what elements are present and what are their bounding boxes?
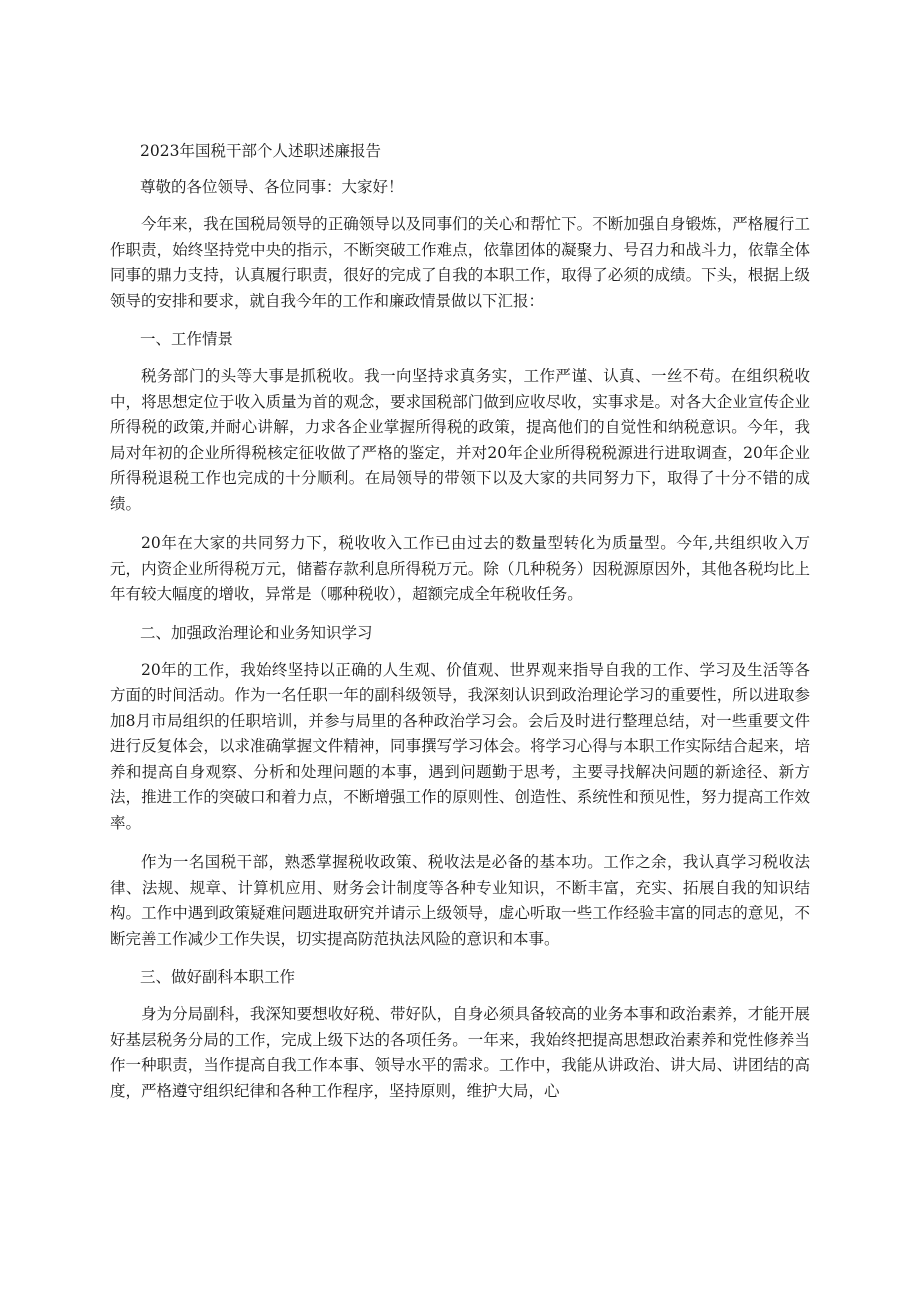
section-deputy-duties bbox=[110, 966, 810, 1104]
section-work-situation bbox=[110, 328, 810, 608]
paragraph: 税务部门的头等大事是抓税收。我一向坚持求真务实，工作严谨、认真、一丝不苟。在组织税收中，将思想定位于收入质量为首的观念，要求国税部门做到应收尽收，实事求是。对各大企业宣传企业所得税的政策,并耐心讲解，力求各企业掌握所得税的政策，提高他们的自觉性和纳税意识。今年，我局对年初的企业所得税核定征收做了严格的鉴定，并对20年企业所得税税源进行进取调查，20年企业所得税退税工作也完成的十分顺利。在局领导的带领下以及大家的共同努力下，取得了十分不错的成绩。 bbox=[110, 367, 810, 513]
document-page bbox=[110, 140, 810, 1118]
intro-paragraph: 今年来，我在国税局领导的正确领导以及同事们的关心和帮忙下。不断加强自身锻炼，严格履行工作职责，始终坚持党中央的指示，不断突破工作难点，依靠团体的凝聚力、号召力和战斗力，依靠全体同事的鼎力支持，认真履行职责，很好的完成了自我的本职工作，取得了必须的成绩。下头，根据上级领导的安排和要求，就自我今年的工作和廉政情景做以下汇报： bbox=[110, 215, 810, 310]
section-study bbox=[110, 622, 810, 953]
greeting: 尊敬的各位领导、各位同事：大家好！ bbox=[140, 178, 404, 196]
section-heading: 二、加强政治理论和业务知识学习 bbox=[140, 623, 373, 642]
section-heading: 三、做好副科本职工作 bbox=[140, 968, 296, 986]
paragraph: 20年在大家的共同努力下，税收收入工作已由过去的数量型转化为质量型。今年,共组织收入万元，内资企业所得税万元，储蓄存款利息所得税万元。除（几种税务）因税源原因外，其他各税均比上年有较大幅度的增收，异常是（哪种税收），超额完成全年税收任务。 bbox=[110, 534, 810, 603]
section-heading: 一、工作情景 bbox=[140, 330, 234, 348]
paragraph: 作为一名国税干部，熟悉掌握税收政策、税收法是必备的基本功。工作之余，我认真学习税收法律、法规、规章、计算机应用、财务会计制度等各种专业知识，不断丰富，充实、拓展自我的知识结构。工作中遇到政策疑难问题进取研究并请示上级领导，虚心听取一些工作经验丰富的同志的意见，不断完善工作减少工作失误，切实提高防范执法风险的意识和本事。 bbox=[110, 853, 810, 948]
document-title: 2023年国税干部个人述职述廉报告 bbox=[140, 142, 381, 160]
paragraph: 身为分局副科，我深知要想收好税、带好队，自身必须具备较高的业务本事和政治素养，才能开展好基层税务分局的工作，完成上级下达的各项任务。一年来，我始终把提高思想政治素养和党性修养当作一种职责，当作提高自我工作本事、领导水平的需求。工作中，我能从讲政治、讲大局、讲团结的高度，严格遵守组织纪律和各种工作程序，坚持原则，维护大局，心 bbox=[110, 1005, 810, 1100]
paragraph: 20年的工作，我始终坚持以正确的人生观、价值观、世界观来指导自我的工作、学习及生活等各方面的时间活动。作为一名任职一年的副科级领导，我深刻认识到政治理论学习的重要性，所以进取参加8月市局组织的任职培训，并参与局里的各种政治学习会。会后及时进行整理总结，对一些重要文件进行反复体会，以求准确掌握文件精神，同事撰写学习体会。将学习心得与本职工作实际结合起来，培养和提高自身观察、分析和处理问题的本事，遇到问题勤于思考，主要寻找解决问题的新途径、新方法，推进工作的突破口和着力点，不断增强工作的原则性、创造性、系统性和预见性，努力提高工作效率。 bbox=[110, 660, 810, 832]
